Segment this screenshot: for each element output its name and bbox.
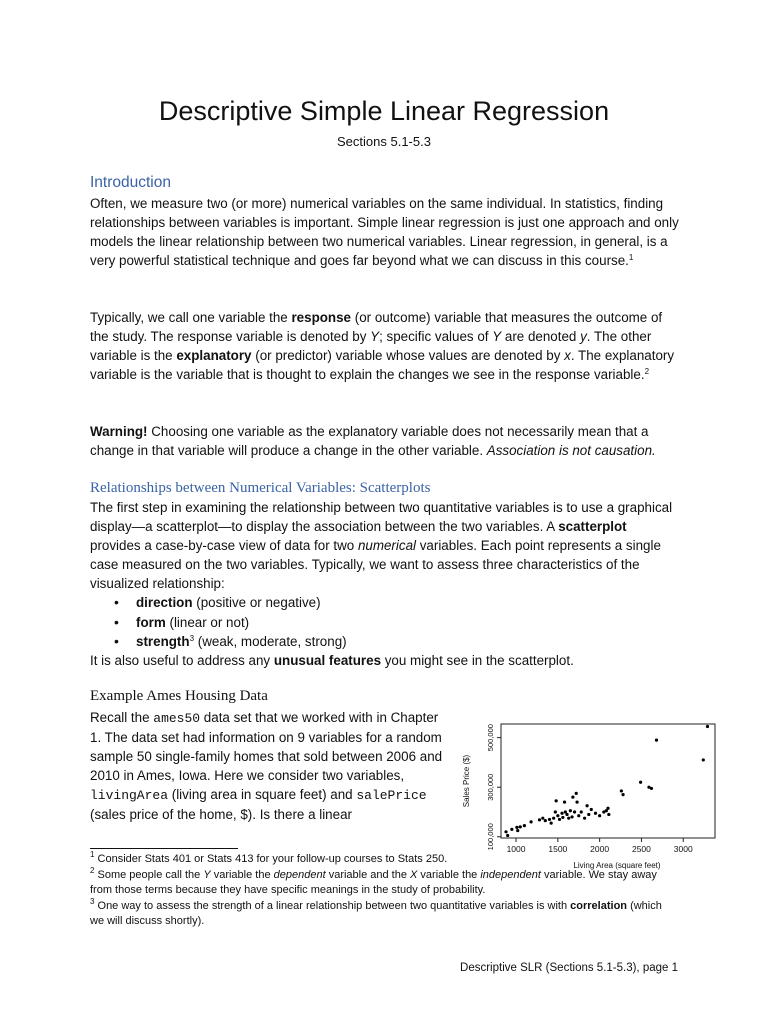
- scatter-point: [620, 789, 623, 792]
- scatter-point: [571, 796, 574, 799]
- scatter-point: [504, 830, 507, 833]
- warning-paragraph: Warning! Choosing one variable as the explanatory variable does not necessarily mean that a change in that variable will produce a change in the other variable. Association is not causation.: [90, 424, 656, 458]
- scatter-point: [570, 815, 573, 818]
- scatter-point: [575, 800, 578, 803]
- scatter-point: [706, 725, 709, 728]
- scatter-point: [575, 792, 578, 795]
- scatter-point: [519, 825, 522, 828]
- scatter-point: [510, 828, 513, 831]
- plot-frame: [501, 724, 715, 838]
- unusual-features-paragraph: It is also useful to address any unusual features you might see in the scatterplot.: [90, 653, 574, 668]
- scatter-point: [569, 809, 572, 812]
- scatter-point: [544, 819, 547, 822]
- scatter-point: [590, 808, 593, 811]
- scatter-point: [567, 817, 570, 820]
- footnote-2: $^2$ Some people call the Y variable the dependent variable and the X variable the independent variable. We stay away from those terms because they have specific meanings in the study of probability.: [90, 865, 657, 896]
- scatter-point: [607, 813, 610, 816]
- scatter-point: [556, 814, 559, 817]
- footnote-separator: [90, 848, 238, 849]
- scatter-point: [523, 824, 526, 827]
- scatter-point: [506, 834, 509, 837]
- scatter-point: [560, 812, 563, 815]
- scatter-point: [555, 799, 558, 802]
- y-axis: [486, 724, 501, 850]
- scatter-point: [541, 817, 544, 820]
- scatter-point: [529, 820, 532, 823]
- characteristics-list: [112, 593, 347, 652]
- page-footer: Descriptive SLR (Sections 5.1-5.3), page 1: [460, 962, 678, 974]
- scatterplots-heading: Relationships between Numerical Variables: Scatterplots: [90, 480, 431, 496]
- x-tick-label: 3000: [673, 844, 693, 854]
- footnote-1: $^1$ Consider Stats 401 or Stats 413 for your follow-up courses to Stats 250.: [90, 850, 448, 865]
- scatter-point: [554, 810, 557, 813]
- list-item: • strength$^3$ (weak, moderate, strong): [112, 632, 347, 652]
- scatter-point: [561, 816, 564, 819]
- scatter-point: [550, 822, 553, 825]
- scatterplot-chart: [455, 716, 725, 872]
- scatter-point: [577, 814, 580, 817]
- y-tick-label: 500,000: [486, 724, 495, 752]
- scatter-point: [702, 758, 705, 761]
- scatter-point: [583, 817, 586, 820]
- scatter-point: [516, 829, 519, 832]
- data-points: [504, 725, 709, 837]
- scatter-point: [552, 817, 555, 820]
- footnotes: [90, 852, 665, 930]
- example-paragraph: Recall the ames50 data set that we worked with in Chapter 1. The data set had information on 9 variables for a random sample 50 single-family homes that sold between 2006 and 2010 in Ames, Iowa. Here we consider two variables, livingArea (living area in square feet) and salePrice (sales price of the home, $). Is there a linear: [90, 710, 443, 822]
- introduction-heading: Introduction: [90, 174, 171, 191]
- scatterplot-paragraph: The first step in examining the relationship between two quantitative variables is to use a graphical display—a scatterplot—to display the association between the two variables. A scatterplot provides a case-by-case view of data for two numerical variables. Each point represents a single case measured on the two variables. Typically, we want to assess three characteristics of the visualized relationship:: [90, 500, 673, 591]
- page-title: Descriptive Simple Linear Regression: [158, 96, 610, 126]
- scatter-point: [548, 818, 551, 821]
- scatter-point: [598, 814, 601, 817]
- x-axis-label: Living Area (square feet): [573, 861, 661, 870]
- y-tick-label: 300,000: [486, 773, 495, 801]
- y-tick-label: 100,000: [486, 823, 495, 851]
- scatter-point: [606, 807, 609, 810]
- list-item: • form (linear or not): [112, 613, 347, 633]
- page-subtitle: Sections 5.1-5.3: [337, 134, 431, 149]
- list-item: • direction (positive or negative): [112, 593, 347, 613]
- scatter-point: [639, 781, 642, 784]
- scatter-point: [558, 818, 561, 821]
- scatter-point: [565, 813, 568, 816]
- scatter-point: [586, 804, 589, 807]
- scatter-point: [573, 810, 576, 813]
- scatter-point: [650, 787, 653, 790]
- scatter-point: [594, 812, 597, 815]
- scatter-point: [587, 813, 590, 816]
- response-explanatory-paragraph: Typically, we call one variable the response (or outcome) variable that measures the outcome of the study. The response variable is denoted by Y; specific values of Y are denoted y. The other variable is the explanatory (or predictor) variable whose values are denoted by x. The explanatory variable is the variable that is thought to explain the changes we see in the response variable.$^2$: [90, 310, 675, 382]
- scatter-point: [655, 739, 658, 742]
- scatter-point: [515, 826, 518, 829]
- example-heading: Example Ames Housing Data: [90, 688, 268, 704]
- x-tick-label: 1500: [548, 844, 568, 854]
- x-tick-label: 1000: [506, 844, 526, 854]
- x-tick-label: 2500: [631, 844, 651, 854]
- x-tick-label: 2000: [590, 844, 610, 854]
- intro-paragraph: Often, we measure two (or more) numerical variables on the same individual. In statistics, finding relationships between variables is important. Simple linear regression is just one approach and only models the linear relationship between two numerical variables. Linear regression, in general, is a very powerful statistical technique and goes far beyond what we can discuss in this course.$^1$: [90, 196, 679, 268]
- scatter-point: [563, 800, 566, 803]
- scatter-point: [580, 810, 583, 813]
- scatter-point: [621, 793, 624, 796]
- scatter-point: [538, 818, 541, 821]
- footnote-3: $^3$ One way to assess the strength of a linear relationship between two quantitative variables is with correlation (which we will discuss shortly).: [90, 896, 662, 927]
- y-axis-label: Sales Price ($): [462, 754, 471, 808]
